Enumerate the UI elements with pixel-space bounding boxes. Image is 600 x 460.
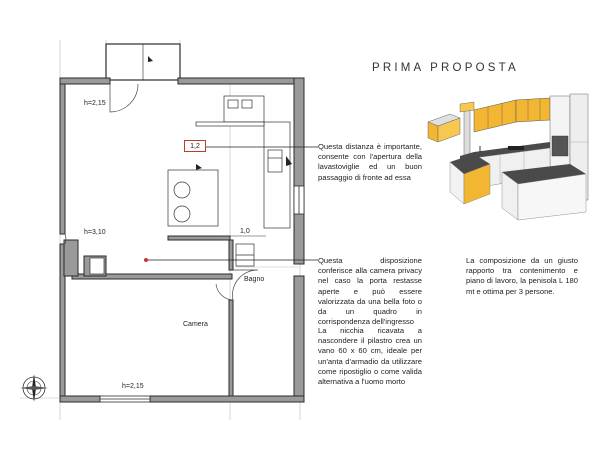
note-layout: Questa disposizione conferisce alla camera privacy nel caso la porta restasse aperte e può essere valorizzata da una bella foto o da un quadro in corrispondenza dell'ingresso — [318, 256, 422, 327]
dimension-kitchen-box: 1,2 — [184, 140, 206, 152]
kitchen-render-illustration — [420, 92, 590, 232]
dimension-hall-label: 1,0 — [240, 228, 250, 235]
room-label-bedroom: Camera — [183, 321, 208, 328]
height-label-bottom: h=2,15 — [122, 383, 144, 390]
entrance-marker — [144, 258, 148, 262]
balcony — [106, 44, 180, 80]
kitchen-layout — [168, 96, 290, 228]
note-distance: Questa distanza è importante, consente con l'apertura della lavastoviglie ed un buon passaggio di fronte ad essa — [318, 142, 422, 182]
page-title: PRIMA PROPOSTA — [372, 62, 519, 74]
peninsula — [502, 164, 586, 220]
height-label-mid: h=3,10 — [84, 229, 106, 236]
shelf-unit — [428, 114, 460, 142]
note-niche: La nicchia ricavata a nascondere il pilastro crea un vano 60 x 60 cm, ideale per un'anta d'armadio da utilizzare come ripostiglio o come valida alternativa a l'uomo morto — [318, 326, 422, 387]
window-marker-icon — [148, 56, 153, 62]
upper-cabinets — [460, 98, 550, 132]
note-composition: La composizione da un giusto rapporto tra contenimento e piano di lavoro, la penisola L 180 mt e ottima per 3 persone. — [466, 256, 578, 296]
room-label-bathroom: Bagno — [244, 276, 265, 283]
height-label-top: h=2,15 — [84, 100, 106, 107]
